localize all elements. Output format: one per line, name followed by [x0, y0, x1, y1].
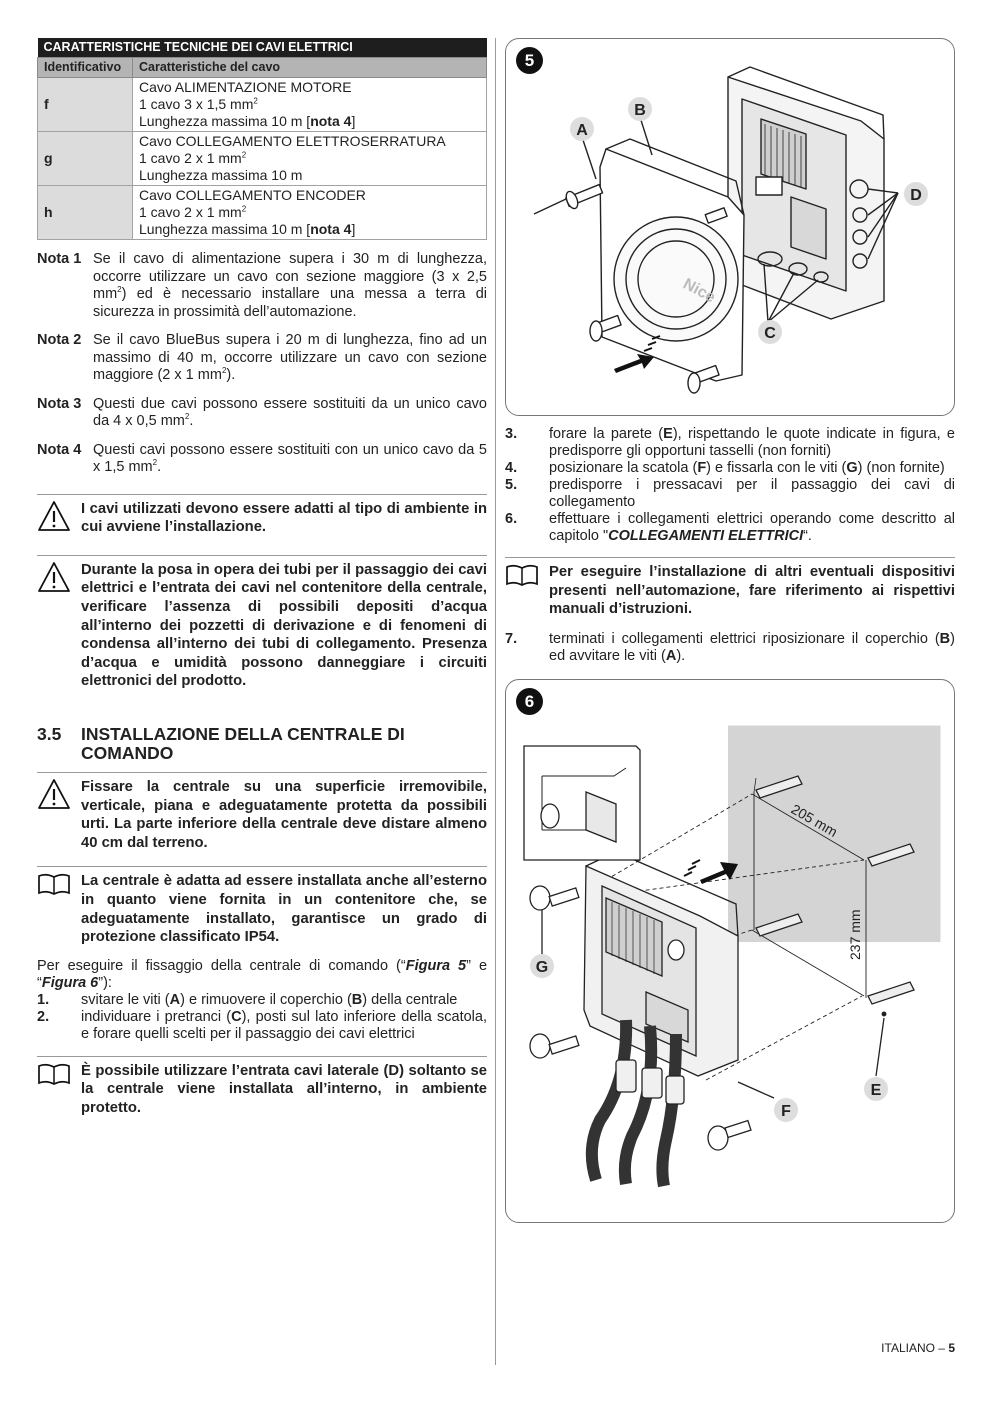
dimension-horizontal: 205 mm	[788, 800, 841, 840]
step-text: forare la parete (E), rispettando le quote indicate in figura, e predisporre gli opportuni tasselli (non forniti)	[549, 426, 955, 459]
page-number: 5	[948, 1341, 955, 1355]
figure-5-label-d	[904, 182, 928, 206]
note-1	[37, 251, 487, 321]
svg-text:B: B	[634, 102, 646, 119]
row-line: 1 cavo 3 x 1,5 $mm^2$	[139, 96, 258, 112]
note-2	[37, 332, 487, 385]
row-desc	[133, 132, 487, 186]
table-header-id: Identificativo	[38, 58, 133, 78]
dimension-vertical: 237 mm	[847, 909, 863, 960]
step-text: posizionare la scatola (F) e fissarla con le viti (G) (non fornite)	[549, 460, 945, 476]
step-number: 2.	[37, 1008, 50, 1025]
figure-6-label-g	[530, 954, 554, 978]
row-line: Cavo COLLEGAMENTO ENCODER	[139, 187, 366, 203]
table-row	[38, 186, 487, 240]
step-3	[505, 426, 955, 460]
table-title: CARATTERISTICHE TECNICHE DEI CAVI ELETTRICI	[38, 38, 487, 58]
figure-number: 5	[516, 47, 543, 74]
step-6	[505, 511, 955, 545]
column-divider	[495, 38, 496, 1365]
info-text: È possibile utilizzare l’entrata cavi laterale (D) soltanto se la centrale viene installata all’interno, in ambiente protetto.	[81, 1062, 487, 1116]
warning-text: Durante la posa in opera dei tubi per il passaggio dei cavi elettrici e l’entrata dei cavi nel contenitore della centrale, verificare l’assenza di possibili depositi d’acqua all’interno dei pozzetti di derivazione e di fenomeni di condensa all’interno dei tubi di collegamento. Presenza d’acqua e umidità possono danneggiare i circuiti elettronici del prodotto.	[81, 561, 487, 690]
step-text: effettuare i collegamenti elettrici operando come descritto al capitolo "COLLEGAMENTI ELETTRICI“.	[549, 511, 955, 544]
svg-text:C: C	[764, 325, 776, 342]
right-column	[505, 38, 955, 1223]
step-number: 4.	[505, 460, 518, 476]
note-label: Nota 3	[37, 395, 82, 412]
note-4	[37, 442, 487, 477]
row-line: Lunghezza massima 10 m	[139, 167, 303, 183]
book-icon	[505, 563, 549, 619]
warning-icon	[37, 561, 81, 691]
warning-text: Fissare la centrale su una superficie irremovibile, verticale, piana e adeguatamente protetta da possibili urti. La parte inferiore della centrale deve distare almeno 40 cm dal terreno.	[81, 779, 487, 851]
warning-icon	[37, 500, 81, 537]
table-header-desc: Caratteristiche del cavo	[133, 58, 487, 78]
note-3	[37, 396, 487, 431]
page-footer: ITALIANO – 5	[881, 1341, 955, 1355]
section-heading	[37, 725, 487, 763]
step-5	[505, 477, 955, 511]
step-2	[37, 1009, 487, 1043]
warning-callout	[37, 555, 487, 691]
figure-5-illustration	[506, 39, 956, 417]
figure-6-illustration	[506, 680, 956, 1224]
intro-paragraph: Per eseguire il fissaggio della centrale di comando (“Figura 5” e “Figura 6”):	[37, 957, 488, 991]
note-text: Se il cavo BlueBus supera i 20 m di lunghezza, fino ad un massimo di 40 m, occorre utilizzare un cavo con sezione maggiore (2 x 1 $mm^2$).	[93, 332, 487, 383]
info-callout	[37, 866, 487, 946]
info-text: Per eseguire l’installazione di altri eventuali dispositivi presenti nell’automazione, fare riferimento ai rispettivi manuali d’istruzioni.	[549, 564, 955, 618]
step-number: 6.	[505, 511, 518, 527]
figure-5-label-c	[758, 320, 782, 344]
info-text: La centrale è adatta ad essere installata anche all’esterno in quanto viene fornita in un contenitore che, se adeguatamente installato, garantisce un grado di protezione classificato IP54.	[81, 873, 487, 946]
svg-text:A: A	[576, 122, 588, 139]
warning-icon	[37, 778, 81, 852]
row-id: f	[38, 78, 133, 132]
row-desc	[133, 186, 487, 240]
nice-logo: Nice	[680, 275, 718, 307]
table-row	[38, 78, 487, 132]
step-7	[505, 631, 955, 665]
figure-6	[505, 679, 955, 1223]
note-text: Se il cavo di alimentazione supera i 30 m di lunghezza, occorre utilizzare un cavo con sezione maggiore (3 x 2,5 $mm^2$) ed è necessario installare una messa a terra di sicurezza in prossimità dell’automazione.	[93, 251, 487, 320]
cable-specs-table	[37, 38, 487, 240]
svg-text:G: G	[535, 958, 549, 976]
book-icon	[37, 1062, 81, 1118]
figure-number: 6	[516, 688, 543, 715]
row-line: 1 cavo 2 x 1 $mm^2$	[139, 150, 247, 166]
figure-5-label-b	[628, 97, 652, 121]
svg-text:E: E	[870, 1081, 882, 1099]
step-1	[37, 992, 487, 1009]
step-text: individuare i pretranci (C), posti sul lato inferiore della scatola, e forare quelli scelti per il passaggio dei cavi elettrici	[81, 1008, 487, 1042]
step-4	[505, 460, 955, 477]
table-row	[38, 132, 487, 186]
step-number: 3.	[505, 426, 518, 442]
note-text: Questi cavi possono essere sostituiti con un unico cavo da 5 x 1,5 $mm^2$.	[93, 441, 487, 475]
section-number: 3.5	[37, 724, 62, 745]
step-text: svitare le viti (A) e rimuovere il coperchio (B) della centrale	[81, 991, 458, 1008]
svg-text:D: D	[910, 187, 922, 204]
step-text: terminati i collegamenti elettrici riposizionare il coperchio (B) ed avvitare le viti (A).	[549, 630, 955, 664]
figure-6-label-e	[864, 1077, 888, 1101]
warning-callout	[37, 772, 487, 852]
step-number: 5.	[505, 477, 518, 493]
row-line: Cavo ALIMENTAZIONE MOTORE	[139, 79, 352, 95]
note-label: Nota 4	[37, 441, 82, 458]
note-label: Nota 2	[37, 332, 82, 348]
section-title: INSTALLAZIONE DELLA CENTRALE DI COMANDO	[81, 724, 405, 764]
info-callout	[505, 557, 955, 619]
row-id: g	[38, 132, 133, 186]
book-icon	[37, 872, 81, 946]
note-label: Nota 1	[37, 251, 82, 267]
figure-5	[505, 38, 955, 416]
info-callout	[37, 1056, 487, 1118]
step-number: 1.	[37, 991, 50, 1008]
svg-text:F: F	[781, 1102, 791, 1120]
row-line: Lunghezza massima 10 m [nota 4]	[139, 113, 356, 129]
figure-5-label-a	[570, 117, 594, 141]
row-line: 1 cavo 2 x 1 $mm^2$	[139, 204, 247, 220]
row-line: Lunghezza massima 10 m [nota 4]	[139, 221, 356, 237]
note-text: Questi due cavi possono essere sostituiti da un unico cavo da 4 x 0,5 $mm^2$.	[93, 395, 487, 429]
warning-text: I cavi utilizzati devono essere adatti al tipo di ambiente in cui avviene l’installazione.	[81, 500, 487, 536]
left-column	[37, 38, 487, 1118]
row-line: Cavo COLLEGAMENTO ELETTROSERRATURA	[139, 133, 446, 149]
footer-language: ITALIANO	[881, 1341, 935, 1355]
step-text: predisporre i pressacavi per il passaggio dei cavi di collegamento	[549, 477, 955, 510]
warning-callout	[37, 494, 487, 537]
row-id: h	[38, 186, 133, 240]
row-desc	[133, 78, 487, 132]
figure-6-label-f	[774, 1098, 798, 1122]
step-number: 7.	[505, 630, 518, 647]
